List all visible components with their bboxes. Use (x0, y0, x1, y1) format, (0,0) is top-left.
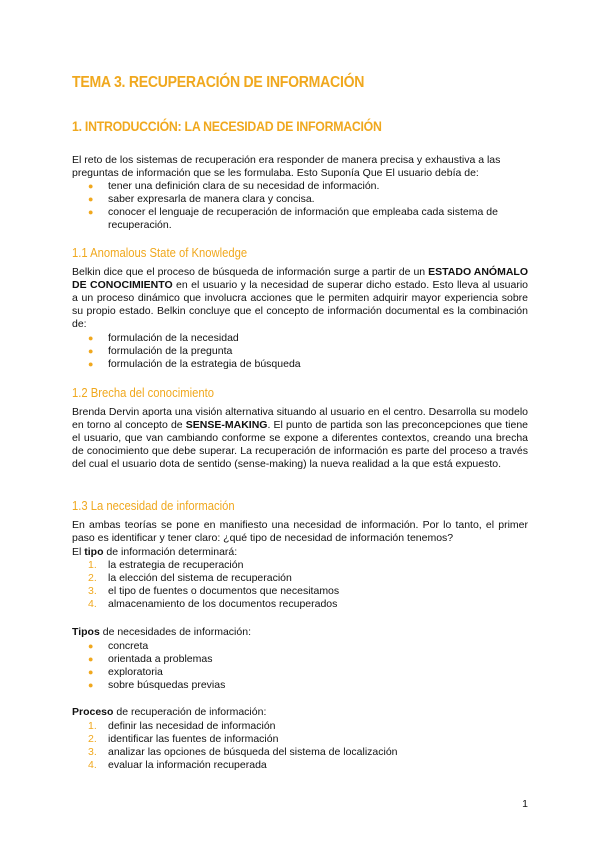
subsection-heading-1-2: 1.2 Brecha del conocimiento (72, 386, 214, 400)
tipo-intro: El tipo de información determinará: (72, 546, 238, 558)
list-item: ● sobre búsquedas previas (88, 679, 226, 691)
list-item: 2. la elección del sistema de recuperación (88, 572, 292, 584)
bullet-icon: ● (88, 346, 94, 356)
bullet-icon: ● (88, 641, 94, 651)
list-item: 4. evaluar la información recuperada (88, 759, 267, 771)
list-item: 3. el tipo de fuentes o documentos que necesitamos (88, 585, 340, 597)
belkin-paragraph: Belkin dice que el proceso de búsqueda de información surge a partir de un ESTADO ANÓMALO DE CONOCIMIENTO en el usuario y la necesidad de superar dicho estado. Esto lleva al usuario a un proceso dinámico que involucra acciones que le permiten adquirir mayor experiencia sobre su propio estado. Belkin concluye que el concepto de información documental es la combinación de: (72, 266, 528, 330)
list-item: ● formulación de la necesidad (88, 332, 239, 344)
bullet-icon: ● (88, 181, 94, 191)
section-heading: 1. INTRODUCCIÓN: LA NECESIDAD DE INFORMACIÓN (72, 118, 382, 134)
list-item: ● concreta (88, 640, 149, 652)
intro-bullet-list (88, 180, 528, 232)
list-item: ● formulación de la estrategia de búsqueda (88, 358, 301, 370)
list-item: ● formulación de la pregunta (88, 345, 233, 357)
list-item: 1. definir las necesidad de información (88, 720, 276, 732)
bullet-icon: ● (88, 667, 94, 677)
necesidad-paragraph: En ambas teorías se pone en manifiesto una necesidad de información. Por lo tanto, el primer paso es identificar y tener claro: ¿qué tipo de necesidad de información tenemos? (72, 519, 528, 544)
bullet-icon: ● (88, 654, 94, 664)
list-item: ● conocer el lenguaje de recuperación de información que empleaba cada sistema de recuperación. (88, 206, 498, 231)
bullet-icon: ● (88, 207, 94, 217)
list-item: ● orientada a problemas (88, 653, 213, 665)
list-item: ● saber expresarla de manera clara y concisa. (88, 193, 315, 205)
tipo-numbered-list (88, 559, 528, 611)
dervin-paragraph: Brenda Dervin aporta una visión alternativa situando al usuario en el centro. Desarrolla su modelo en torno al concepto de SENSE-MAKING. El punto de partida son las preconcepciones que tiene el usuario, que van cambiando conforme se expone a diferentes contextos, creando una brecha de conocimiento que debe superar. La recuperación de información es parte del proceso a través del cual el usuario dota de sentido (sense-making) la nueva realidad a la que está expuesto. (72, 406, 529, 470)
subsection-heading-1-1: 1.1 Anomalous State of Knowledge (72, 246, 248, 260)
tipos-intro: Tipos de necesidades de información: (72, 626, 251, 638)
list-item: ● tener una definición clara de su necesidad de información. (88, 180, 380, 192)
subsection-heading-1-3: 1.3 La necesidad de información (72, 499, 235, 513)
intro-paragraph: El reto de los sistemas de recuperación era responder de manera precisa y exhaustiva a las preguntas de información que se les formulaba. Esto Suponía Que El usuario debía de: (72, 154, 501, 179)
list-item: 1. la estrategia de recuperación (88, 559, 244, 571)
bullet-icon: ● (88, 194, 94, 204)
bullet-icon: ● (88, 333, 94, 343)
list-item: 3. analizar las opciones de búsqueda del sistema de localización (88, 746, 398, 758)
page-number: 1 (522, 798, 528, 810)
list-item: 2. identificar las fuentes de información (88, 733, 279, 745)
belkin-bullet-list (88, 332, 528, 371)
document-title: TEMA 3. RECUPERACIÓN DE INFORMACIÓN (72, 74, 365, 91)
bullet-icon: ● (88, 359, 94, 369)
bullet-icon: ● (88, 680, 94, 690)
proceso-intro: Proceso de recuperación de información: (72, 706, 267, 718)
list-item: 4. almacenamiento de los documentos recuperados (88, 598, 338, 610)
list-item: ● exploratoria (88, 666, 163, 678)
tipos-bullet-list (88, 640, 528, 692)
proceso-numbered-list (88, 720, 528, 772)
